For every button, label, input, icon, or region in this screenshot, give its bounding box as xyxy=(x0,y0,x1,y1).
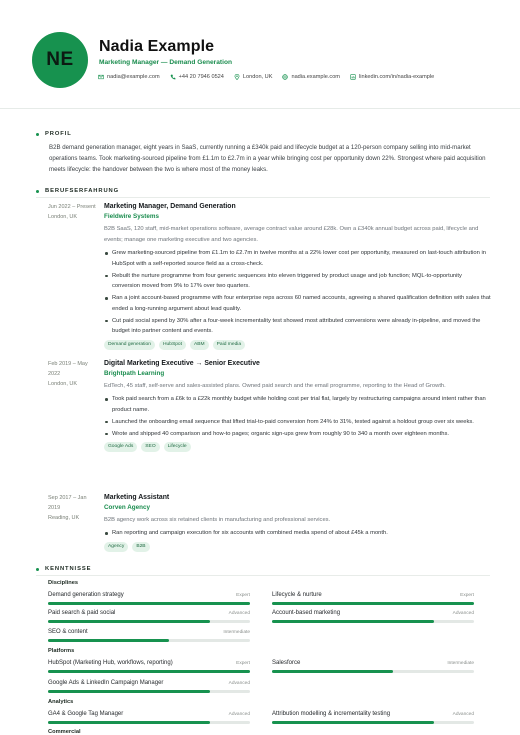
globe-icon xyxy=(282,74,288,80)
skill-tag: Google Ads xyxy=(104,442,137,452)
job-company: Corven Agency xyxy=(104,504,150,511)
skill-group-title: Disciplines xyxy=(48,580,79,586)
skills-title-text: KENNTNISSE xyxy=(45,566,92,572)
location-pin-icon xyxy=(234,74,240,80)
skill-bar-track xyxy=(48,620,250,623)
resume-header xyxy=(0,0,520,108)
skill-tag: SEO xyxy=(141,442,159,452)
job-meta xyxy=(48,202,100,222)
profile-title-text: PROFIL xyxy=(45,131,72,137)
skill-level: Advanced xyxy=(228,681,250,686)
candidate-headline: Marketing Manager — Demand Generation xyxy=(99,59,233,66)
contact-location xyxy=(234,74,273,80)
skill-name: Google Ads & LinkedIn Campaign Manager xyxy=(48,680,164,686)
skill-bar-fill xyxy=(48,602,250,605)
skill-name: HubSpot (Marketing Hub, workflows, reporting) xyxy=(48,660,173,666)
contact-location-text: London, UK xyxy=(242,74,273,80)
job-bullet: Ran reporting and campaign execution for six accounts with combined media spend of about £45k a month. xyxy=(104,528,491,539)
job-summary: B2B agency work across six retained clients in manufacturing and professional services. xyxy=(104,517,331,523)
skill-item xyxy=(48,629,250,643)
monogram-avatar: NE xyxy=(32,32,88,88)
skills-section-title xyxy=(36,566,91,572)
contact-website[interactable] xyxy=(282,74,340,80)
job-bullets xyxy=(104,528,491,539)
job-tags xyxy=(104,442,491,452)
skill-tag: ABM xyxy=(190,340,209,350)
skill-item xyxy=(272,592,474,606)
experience-title-text: BERUFSERFAHRUNG xyxy=(45,188,120,194)
job-title: Marketing Manager, Demand Generation xyxy=(104,203,236,210)
skill-tag: B2B xyxy=(132,542,149,552)
skill-item xyxy=(48,610,250,624)
skill-item xyxy=(48,592,250,606)
job-bullet: Rebuilt the nurture programme from four generic sequences into eleven triggered by product usage and job function; MQL-to-opportunity conversion moved from 9% to 17% over two quarters. xyxy=(104,271,491,292)
job-dates: Sep 2017 – Jan 2019 xyxy=(48,495,87,511)
profile-section-title xyxy=(36,131,72,137)
skill-tag: Agency xyxy=(104,542,128,552)
profile-summary: B2B demand generation manager, eight years in SaaS, currently running a £340k paid and lifecycle budget at a 120-person company selling into mid-market operations teams. Took marketing-sourced pipeline from £1.1m to £2.7m in a year while bringing cost per opportunity down 22%. Strongest where paid acquisition meets lifecycle: the handover between the two is where most of the money leaks. xyxy=(49,144,486,173)
section-divider xyxy=(36,197,490,198)
skill-group-title: Platforms xyxy=(48,648,75,654)
skill-level: Advanced xyxy=(228,611,250,616)
job-bullet: Took paid search from a £6k to a £22k monthly budget while holding cost per trial flat, largely by restructuring campaigns around intent rather than product name. xyxy=(104,394,491,415)
section-bullet-dot xyxy=(36,190,39,193)
skill-tag: HubSpot xyxy=(159,340,186,350)
job-location: Reading, UK xyxy=(48,515,80,521)
skill-bar-fill xyxy=(272,602,474,605)
skill-name: SEO & content xyxy=(48,629,88,635)
section-bullet-dot xyxy=(36,568,39,571)
job-bullet: Wrote and shipped 40 comparison and how-to pages; organic sign-ups grew from roughly 90 to 340 a month over eighteen months. xyxy=(104,429,491,440)
phone-icon xyxy=(170,74,176,80)
job-body xyxy=(104,202,491,350)
skill-bar-track xyxy=(48,721,250,724)
contact-email[interactable] xyxy=(98,74,160,80)
skill-item xyxy=(272,610,474,624)
contact-phone[interactable] xyxy=(170,74,224,80)
skill-level: Expert xyxy=(236,661,250,666)
job-body xyxy=(104,493,491,552)
skill-name: Attribution modelling & incrementality testing xyxy=(272,711,391,717)
job-bullet: Ran a joint account-based programme with four enterprise reps across 60 named accounts, agreeing a shared qualification definition with sales that ended a long-running argument about lead quality. xyxy=(104,293,491,314)
skill-bar-track xyxy=(48,670,250,673)
contact-linkedin-text: linkedin.com/in/nadia-example xyxy=(358,74,435,80)
contact-row xyxy=(98,74,434,80)
skill-bar-track xyxy=(48,602,250,605)
job-company: Fieldwire Systems xyxy=(104,213,159,220)
skill-bar-fill xyxy=(48,690,210,693)
job-title: Marketing Assistant xyxy=(104,494,170,501)
contact-linkedin[interactable] xyxy=(350,74,434,80)
skill-tag: Demand generation xyxy=(104,340,155,350)
skill-level: Advanced xyxy=(452,611,474,616)
skill-item xyxy=(48,660,250,674)
skill-bar-fill xyxy=(272,620,434,623)
job-location: London, UK xyxy=(48,214,78,220)
skill-item xyxy=(48,711,250,725)
skill-name: GA4 & Google Tag Manager xyxy=(48,711,124,717)
job-location: London, UK xyxy=(48,381,78,387)
job-tags xyxy=(104,542,491,552)
job-tags xyxy=(104,340,491,350)
job-bullet: Grew marketing-sourced pipeline from £1.1m to £2.7m in twelve months at a 22% lower cost per opportunity, measured on last-touch attribution in HubSpot with a self-reported source field as a cross-check. xyxy=(104,248,491,269)
section-bullet-dot xyxy=(36,133,39,136)
contact-phone-text: +44 20 7946 0524 xyxy=(178,74,224,80)
skill-item xyxy=(48,680,250,694)
job-meta xyxy=(48,493,100,523)
skill-tag: Lifecycle xyxy=(164,442,191,452)
skill-level: Expert xyxy=(460,593,474,598)
skill-item xyxy=(272,711,474,725)
job-summary: EdTech, 45 staff, self-serve and sales-assisted plans. Owned paid search and the email programme, reporting to the Head of Growth. xyxy=(104,383,446,389)
skill-item xyxy=(272,660,474,674)
skill-bar-track xyxy=(272,670,474,673)
job-dates: Feb 2019 – May 2022 xyxy=(48,361,88,377)
linkedin-icon xyxy=(350,74,356,80)
job-body xyxy=(104,359,491,452)
job-company: Brightpath Learning xyxy=(104,370,165,377)
job-summary: B2B SaaS, 120 staff, mid-market operations software, average contract value around £28k. Own a £340k annual budget across paid, lifecycle and events; manage one marketing executive and two agencies. xyxy=(104,226,479,243)
experience-section-title xyxy=(36,188,119,194)
skill-level: Intermediate xyxy=(447,661,474,666)
skill-name: Demand generation strategy xyxy=(48,592,124,598)
skill-level: Advanced xyxy=(228,712,250,717)
skill-bar-fill xyxy=(272,721,434,724)
skill-group-title: Analytics xyxy=(48,699,74,705)
skill-name: Lifecycle & nurture xyxy=(272,592,322,598)
skill-bar-fill xyxy=(272,670,393,673)
contact-email-text: nadia@example.com xyxy=(107,74,160,80)
contact-website-text: nadia.example.com xyxy=(291,74,340,80)
job-bullets xyxy=(104,248,491,337)
skill-bar-track xyxy=(48,639,250,642)
skill-bar-track xyxy=(48,690,250,693)
skill-name: Paid search & paid social xyxy=(48,610,116,616)
skill-bar-fill xyxy=(48,639,169,642)
job-bullet: Cut paid social spend by 30% after a four-week incrementality test showed most attributed conversions were already in-pipeline, and moved the budget into partner content and events. xyxy=(104,316,491,337)
job-bullet: Launched the onboarding email sequence that lifted trial-to-paid conversion from 24% to 31%, tested against a holdout group over six weeks. xyxy=(104,417,491,428)
job-dates: Jun 2022 – Present xyxy=(48,204,96,210)
skill-tag: Paid media xyxy=(213,340,245,350)
skill-level: Expert xyxy=(236,593,250,598)
skill-bar-fill xyxy=(48,620,210,623)
skill-level: Advanced xyxy=(452,712,474,717)
skill-bar-track xyxy=(272,602,474,605)
mail-icon xyxy=(98,74,104,80)
job-meta xyxy=(48,359,100,389)
section-divider xyxy=(36,575,490,576)
skill-bar-fill xyxy=(48,670,250,673)
header-divider xyxy=(0,108,520,109)
skill-level: Intermediate xyxy=(223,630,250,635)
skill-bar-track xyxy=(272,620,474,623)
job-bullets xyxy=(104,394,491,439)
skill-name: Salesforce xyxy=(272,660,301,666)
skill-bar-track xyxy=(272,721,474,724)
skill-name: Account-based marketing xyxy=(272,610,341,616)
job-title: Digital Marketing Executive → Senior Executive xyxy=(104,360,260,367)
skill-group-title: Commercial xyxy=(48,729,81,735)
skill-bar-fill xyxy=(48,721,210,724)
candidate-name: Nadia Example xyxy=(99,38,215,55)
